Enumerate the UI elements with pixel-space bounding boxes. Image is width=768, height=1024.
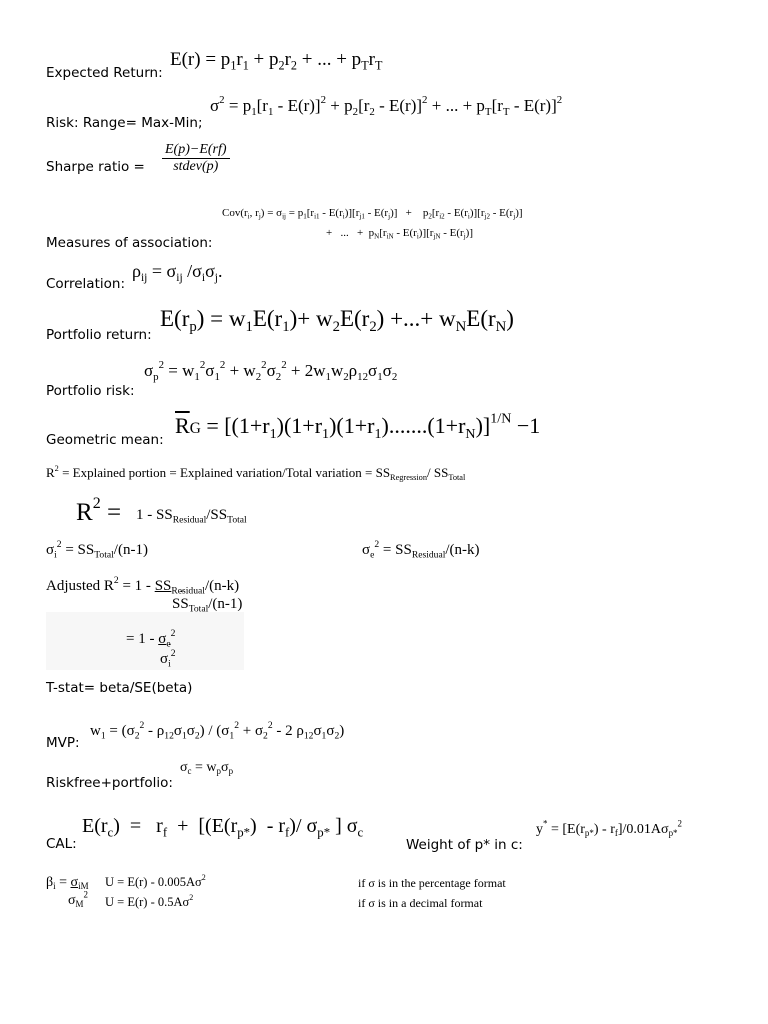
mvp-label: MVP: (46, 735, 80, 751)
adjusted-r2-line1: Adjusted $R^2 = 1 - SS_{Residual}/(n-k)$ (46, 574, 240, 597)
adjusted-r2-line2: = $1 - \sigma_e^2$ (126, 627, 176, 650)
beta-formula-numerator: $\beta_i = \sigma_{iM}$ (46, 875, 89, 892)
adjusted-r2-line2-denominator: $\sigma_i^2$ (160, 647, 176, 670)
riskfree-formula: $\sigma_c = w_p\sigma_p$ (180, 760, 234, 777)
sharpe-formula: $\frac{E(p)-E(rf)}{\text{stdev(p)}}$ (162, 143, 230, 174)
geometric-mean-formula: $\overline{R}G = [(1+r_1)(1+r_1)(1+r_1).......(1+r_N)]^{1/N} -1$ (175, 410, 541, 442)
portfolio-risk-formula: $\sigma_p^2 = w_1^2\sigma_1^2 + w_2^2\sigma_2^2 + 2w_1w_2\rho_{12}\sigma_1\sigma_2$ (144, 358, 398, 383)
cal-formula: $E(r_c) = r_f + [(E(r_{p*}) - r_f)/$ $\sigma_{p*}$ ] $\sigma_c$ (82, 815, 364, 840)
cal-label: CAL: (46, 836, 77, 852)
risk-label: Risk: Range= Max-Min; (46, 115, 203, 131)
portfolio-return-label: Portfolio return: (46, 327, 152, 343)
utility-formula-decimal: $U = E(r) - 0.5A\sigma^2$ (105, 893, 194, 909)
correlation-formula: $\rho_{ij} = \sigma_{ij}$ $/\sigma_i\sigma_j$. (132, 261, 223, 285)
sigma-i-formula: $\sigma_i^2 = SS_{Total}/(n-1)$ (46, 538, 148, 561)
utility-condition-percent: if σ is in the percentage format (358, 876, 506, 890)
expected-return-formula: $E(r) = p_1r_1 + p_2r_2$ + ... + $p_Tr_T$ (170, 49, 383, 73)
correlation-label: Correlation: (46, 276, 125, 292)
weight-p-formula: $y^* = [E(r_{p*}) - r_f]/0.01A\sigma_{p*}^2$ (536, 818, 683, 839)
riskfree-label: Riskfree+portfolio: (46, 775, 173, 791)
portfolio-risk-label: Portfolio risk: (46, 383, 135, 399)
r-squared-big-rhs: $1 - SS_{Residual}/SS_{Total}$ (136, 507, 247, 526)
mvp-formula: $w_1 = (\sigma_2^2 - \rho_{12}\sigma_1\sigma_2) / (\sigma_1^2 + \sigma_2^2 - 2$ $\rho_{12}\sigma_1\sigma_2$) (90, 719, 345, 742)
expected-return-label: Expected Return: (46, 65, 163, 81)
sigma-e-formula: $\sigma_e^2 = SS_{Residual}/(n-k)$ (362, 538, 480, 561)
r-squared-definition: $R^2$ = Explained portion = Explained variation/Total variation = $SS_{Regression}/$ $SS_{Total}$ (46, 463, 466, 482)
weight-p-label: Weight of p* in c: (406, 837, 523, 853)
variance-formula: $\sigma^2 = p_1[r_1 - E(r)]^2 + p_2[r_2 - E(r)]^2$ + ... + $p_T[r_T - E(r)]^2$ (210, 93, 563, 118)
covariance-formula-line2: + ... + $p_N[r_{iN} - E(r_i)][r_{jN} - E(r_j)]$ (326, 227, 473, 241)
association-label: Measures of association: (46, 235, 213, 251)
geometric-mean-label: Geometric mean: (46, 432, 164, 448)
r-squared-big-lhs: $R^2$ = (76, 495, 122, 526)
tstat-formula: T-stat= beta/SE(beta) (46, 680, 193, 696)
beta-formula-denominator: $\sigma_M^2$ (68, 889, 88, 910)
utility-formula-percent: $U = E(r) - 0.005A\sigma^2$ (105, 873, 206, 889)
covariance-formula-line1: $Cov(r_i$, $r_j) = \sigma_{ij} = p_1[r_{i1} - E(r_i)][r_{j1} - E(r_j)]$ + $p_2[r_{i2} - E(r_i)][r_{j2} - E(r_j)]$ (222, 207, 523, 221)
sharpe-label: Sharpe ratio = (46, 159, 145, 175)
utility-condition-decimal: if σ is in a decimal format (358, 896, 483, 910)
adjusted-r2-denominator: $SS_{Total}/(n-1)$ (172, 596, 243, 615)
portfolio-return-formula: $E(r_p) = w_1E(r_1)+ w_2E(r_2)$ +...+ $w_NE(r_N)$ (160, 306, 514, 336)
